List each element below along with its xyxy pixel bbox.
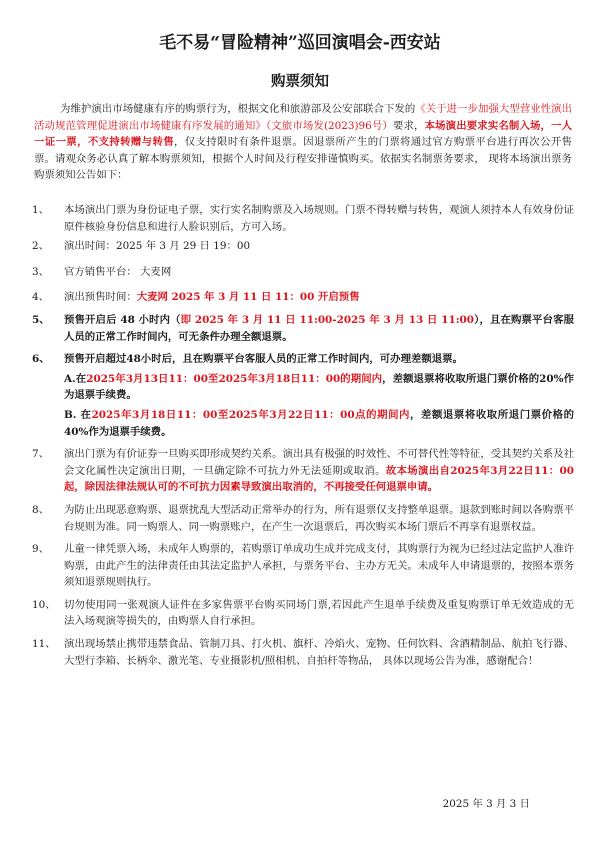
sub-a-text-b: ，差额退票将收取所退门票价格的20%作为退票手续费。 xyxy=(64,372,574,402)
rule-text: 演出时间：2025 年 3 月 29 日 19：00 xyxy=(64,240,251,253)
notice-date: 2025 年 3 月 3 日 xyxy=(442,798,530,810)
rule-text: 为防止出现恶意购票、退票扰乱大型活动正常举办的行为，所有退票仅支持整单退票。退款到账时间以各购票平台规则为准。同一购票人、同一购票账户，在产生一次退票后，再次购买本场门票后不再享有退票权益。 xyxy=(64,503,574,533)
rule-2 xyxy=(32,238,574,255)
rule-text: 预售开启超过48小时后，且在购票平台客服人员的正常工作时间内，可办理差额退票。 xyxy=(64,353,463,366)
rule-number: 4、 xyxy=(32,291,50,304)
rule-number: 10、 xyxy=(32,598,56,611)
sub-b-window: 2025年3月18日11：00至2025年3月22日11：00点的期间内 xyxy=(91,408,411,421)
full-refund-window: 即 2025 年 3 月 11 日 11:00-2025 年 3 月 13 日 11:00 xyxy=(180,313,474,326)
rules-list xyxy=(32,202,574,669)
rule-6 xyxy=(32,351,574,368)
rule-text: 儿童一律凭票入场，未成年人购票的，若购票订单成功生成并完成支付，其购票行为视为已经过法定监护人准许购票，由此产生的法律责任由其法定监护人承担，与票务平台、主办方无关。未成年人申请退票的，按照本票务须知退票规则执行。 xyxy=(64,543,574,589)
page-title: 毛不易“冒险精神”巡回演唱会-西安站 xyxy=(159,33,441,53)
rule-number: 9、 xyxy=(32,543,50,556)
notice-document-reference: 《关于进一步加强大型营业性演出活动规范管理促进演出市场健康有序发展的通知》（文旅市场发(2023)96号） xyxy=(34,103,573,132)
intro-paragraph xyxy=(34,101,572,184)
rule-text: 切勿使用同一张观演人证件在多家售票平台购买同场门票,若因此产生退单手续费及重复购票订单无效造成的无法入场观演等损失的，由购票人自行承担。 xyxy=(64,598,574,628)
rule-number: 8、 xyxy=(32,503,50,516)
rule-7 xyxy=(32,446,574,496)
rule-text: 本场演出门票为身份证电子票，实行实名制购票及入场规则。门票不得转赠与转售，观演人须持本人有效身份证原件核验身份信息和进行人脸识别后，方可入场。 xyxy=(64,204,574,233)
rule-5 xyxy=(32,312,574,345)
rule-number: 2、 xyxy=(32,240,50,253)
no-refund-notice: 故本场演出自2025年3月22日11：00起，除因法律法规认可的不可抗力因素导致演出取消的，不再接受任何退票申请。 xyxy=(64,464,574,494)
sub-b-text-a: B. 在 xyxy=(64,408,92,421)
sub-b-text-b: ，差额退票将收取所退门票价格的40%作为退票手续费。 xyxy=(64,408,574,438)
rule-number: 1、 xyxy=(32,204,50,216)
rule-9 xyxy=(32,541,574,591)
rule-text-b: ），且在购票平台客服人员的正常工作时间内，可无条件办理全额退票。 xyxy=(64,313,574,343)
sub-a-text-a: A.在 xyxy=(64,372,87,385)
rule-number: 6、 xyxy=(32,353,50,366)
rule-8 xyxy=(32,502,574,535)
rule-text-a: 预售开启后 48 小时内（ xyxy=(64,313,181,326)
rule-1 xyxy=(32,202,574,235)
rule-number: 5、 xyxy=(32,313,50,326)
real-name-requirement: 本场演出要求实名制入场，一人一证一票，不支持转赠与转售 xyxy=(34,119,572,149)
rule-10 xyxy=(32,597,574,630)
intro-text-2: 要求， xyxy=(392,119,425,132)
rule-number: 3、 xyxy=(32,265,50,278)
rule-4 xyxy=(32,289,574,306)
rule-text: 演出门票为有价证券一旦购买即形成契约关系。演出具有极强的时效性、不可替代性等特征，受其契约关系及社会文化属性决定演出日期，一旦确定除不可抗力外无法延期或取消。 xyxy=(64,448,574,477)
rule-3 xyxy=(32,264,574,281)
sub-a-window: 2025年3月13日11：00至2025年3月18日11：00的期间内 xyxy=(86,372,383,385)
page-subtitle: 购票须知 xyxy=(271,73,329,90)
intro-text-1: 为维护演出市场健康有序的购票行为，根据文化和旅游部及公安部联合下发的 xyxy=(60,103,416,115)
rule-text: 官方销售平台： 大麦网 xyxy=(64,265,172,278)
rule-number: 11、 xyxy=(32,638,56,651)
intro-text-3: ，仅支持限时有条件退票。因退票所产生的门票将通过官方购票平台进行再次公开售票。请观众务必认真了解本购票须知，根据个人时间及行程安排谨慎购买。依据实名制票务要求， 现将本场演出票务购票须知公告如下： xyxy=(34,136,573,182)
rule-text: 演出现场禁止携带违禁食品、管制刀具、打火机、旗杆、冷焰火、宠物、任何饮料、含酒精制品、航拍飞行器、大型行李箱、长柄伞、激光笔、专业摄影机/照相机、自拍杆等物品， 具体以现场公告为准，感谢配合！ xyxy=(64,638,574,667)
rule-11 xyxy=(32,636,574,669)
rule-6-sub-a xyxy=(32,371,574,404)
rule-label: 演出预售时间： xyxy=(64,291,137,304)
rule-6-sub-b xyxy=(32,407,574,440)
rule-number: 7、 xyxy=(32,448,50,461)
presale-time: 大麦网 2025 年 3 月 11 日 11：00 开启预售 xyxy=(136,291,360,304)
